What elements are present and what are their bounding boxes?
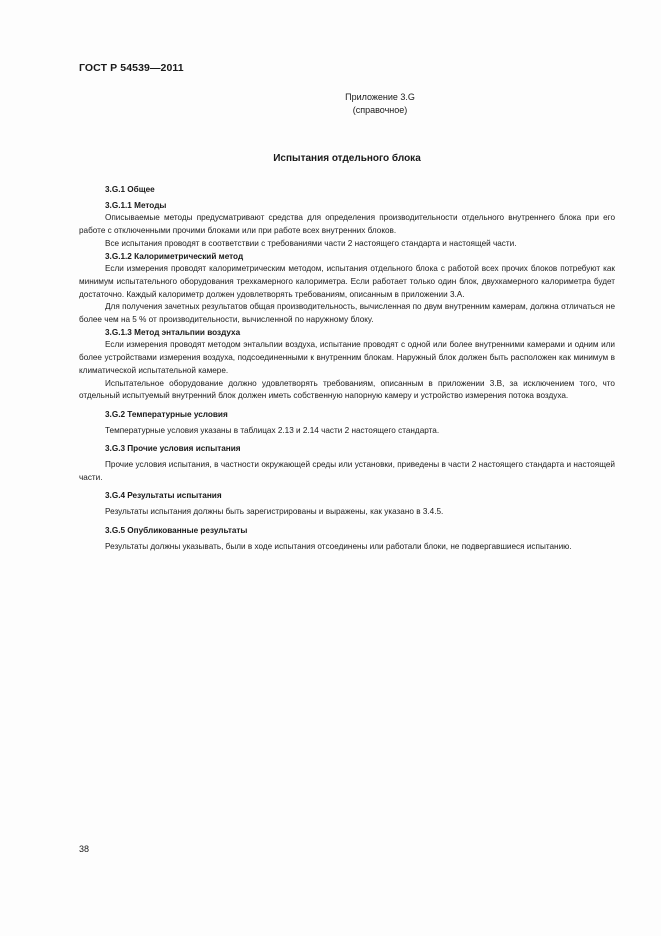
paragraph: Для получения зачетных результатов общая производительность, вычисленная по двум внутренним камерам, должна отличаться не более чем на 5 % от производительности, вычисленной по наружному блоку. [79, 302, 615, 325]
heading-3g2: 3.G.2 Температурные условия [105, 409, 228, 419]
paragraph: Результаты должны указывать, были в ходе испытания отсоединены или работали блоки, не подвергавшиеся испытанию. [105, 541, 572, 551]
heading-3g5: 3.G.5 Опубликованные результаты [105, 525, 248, 535]
heading-3g13: 3.G.1.3 Метод энтальпии воздуха [105, 327, 241, 337]
paragraph: Прочие условия испытания, в частности окружающей среды или установки, приведены в части 2 настоящего стандарта и настоящей части. [79, 460, 615, 482]
page-number: 38 [79, 844, 90, 854]
paragraph: Испытательное оборудование должно удовлетворять требованиям, описанным в приложении 3.B, за исключением того, что отдельный испытуемый внутренний блок должен иметь собственную напорную камеру и устройство измерения потока воздуха. [79, 378, 615, 401]
heading-3g11: 3.G.1.1 Методы [105, 200, 167, 210]
annex-type: (справочное) [352, 105, 408, 115]
heading-3g1: 3.G.1 Общее [105, 185, 155, 194]
annex-title: Приложение 3.G [345, 92, 415, 102]
annex-heading [230, 91, 530, 117]
section-title: Испытания отдельного блока [273, 153, 421, 164]
paragraph: Результаты испытания должны быть зарегистрированы и выражены, как указано в 3.4.5. [105, 507, 444, 517]
heading-3g3: 3.G.3 Прочие условия испытания [105, 444, 241, 454]
document-body [79, 184, 615, 553]
heading-3g4: 3.G.4 Результаты испытания [105, 491, 222, 501]
paragraph: Температурные условия указаны в таблицах 2.13 и 2.14 части 2 настоящего стандарта. [105, 425, 440, 435]
paragraph: Описываемые методы предусматривают средства для определения производительности отдельного внутреннего блока при его работе с отключенными прочими блоками или при работе всех внутренних блоков. [79, 213, 615, 236]
heading-3g12: 3.G.1.2 Калориметрический метод [105, 251, 244, 261]
paragraph: Если измерения проводят методом энтальпии воздуха, испытание проводят с одной или более внутренними камерами и одним или более устройствами измерения воздуха, подсоединенными к внутренним блокам. Наружный блок должен быть расположен как минимум в климатической испытательной камере. [79, 340, 615, 375]
document-code: ГОСТ Р 54539—2011 [79, 62, 184, 74]
paragraph: Если измерения проводят калориметрическим методом, испытания отдельного блока с работой всех прочих блоков потребуют как минимум испытательного оборудования трехкамерного калориметра. Если работает только один блок, двухкамерного калориметра будет достаточно. Каждый калориметр должен удовлетворять требованиям, описанным в приложении 3.А. [79, 264, 615, 299]
paragraph: Все испытания проводят в соответствии с требованиями части 2 настоящего стандарта и настоящей части. [105, 238, 517, 248]
